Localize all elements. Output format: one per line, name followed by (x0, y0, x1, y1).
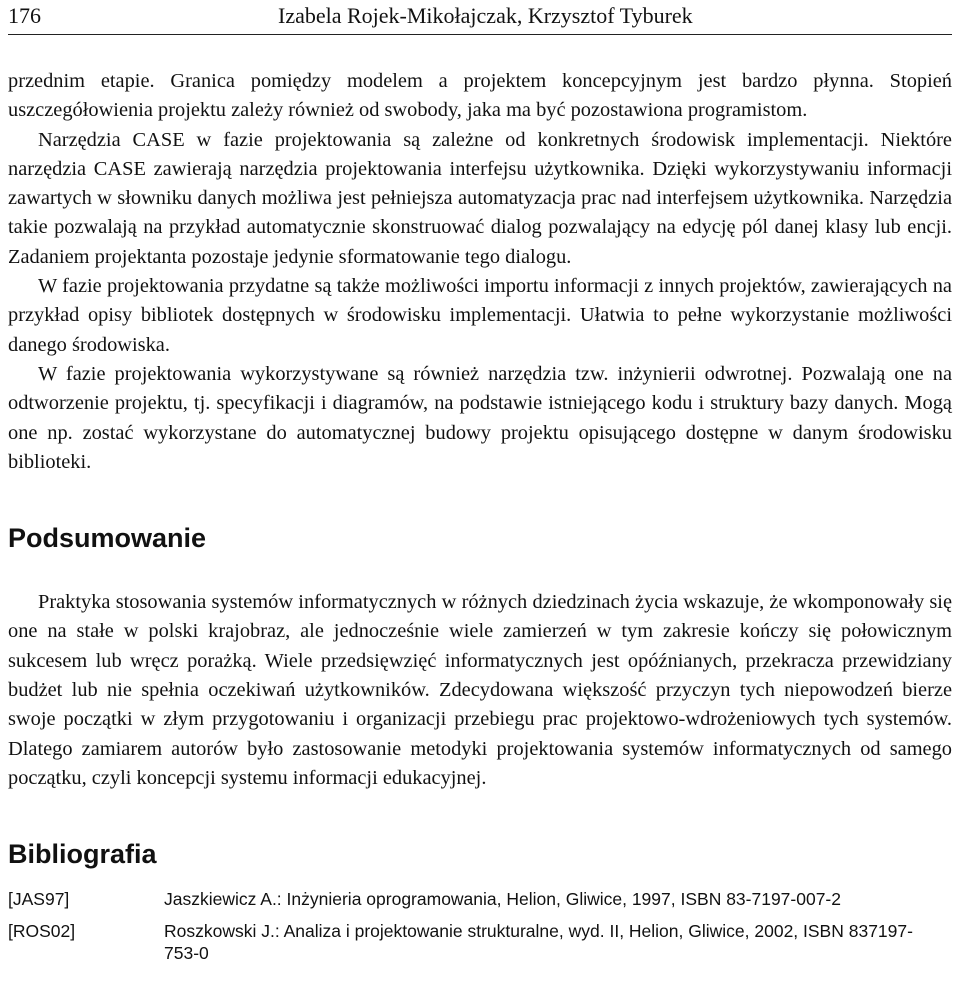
bibliography-list (8, 888, 952, 964)
page-number: 176 (8, 3, 41, 28)
paragraph: W fazie projektowania wykorzystywane są również narzędzia tzw. inżynierii odwrotnej. Pozwalają one na odtworzenie projektu, tj. specyfikacji i diagramów, na podstawie istniejącego kodu i struktury bazy danych. Mogą one np. zostać wykorzystane do automatycznej budowy projektu opisującego dostępne w danym środowisku biblioteki. (8, 362, 952, 473)
paragraph: Praktyka stosowania systemów informatycznych w różnych dziedzinach życia wskazuje, że wkomponowały się one na stałe w polski krajobraz, ale jednocześnie wiele zamierzeń w tym zakresie kończy się połowicznym sukcesem lub wręcz porażką. Wiele przedsięwzięć informatycznych jest opóźnianych, przekracza przewidziany budżet lub nie spełnia oczekiwań użytkowników. Zdecydowana większość przyczyn tych niepowodzeń bierze swoje początki w złym przygotowaniu i organizacji przebiegu prac projektowo-wdrożeniowych tych systemów. Dlatego zamiarem autorów było zastosowanie metodyki projektowania systemów informatycznych od samego początku, czyli koncepcji systemu informacji edukacyjnej. (8, 591, 952, 789)
page-header (8, 0, 952, 35)
paragraph: przednim etapie. Granica pomiędzy modelem a projektem koncepcyjnym jest bardzo płynna. Stopień uszczegółowienia projektu zależy również od swobody, jaka ma być pozostawiona programistom. (8, 70, 952, 122)
bibliography-text: Roszkowski J.: Analiza i projektowanie strukturalne, wyd. II, Helion, Gliwice, 2002, ISBN 837197-753-0 (164, 921, 913, 964)
summary-heading: Podsumowanie (8, 523, 207, 554)
paragraph: W fazie projektowania przydatne są także możliwości importu informacji z innych projektów, zawierających na przykład opisy bibliotek dostępnych w środowisku implementacji. Ułatwia to pełne wykorzystanie możliwości danego środowiska. (8, 275, 952, 356)
running-title: Izabela Rojek-Mikołajczak, Krzysztof Tyburek (278, 3, 693, 28)
bibliography-entry (8, 888, 952, 910)
bibliography-heading: Bibliografia (8, 839, 157, 870)
bibliography-key: [JAS97] (8, 889, 70, 910)
bibliography-key: [ROS02] (8, 921, 76, 942)
paragraph: Narzędzia CASE w fazie projektowania są zależne od konkretnych środowisk implementacji. Niektóre narzędzia CASE zawierają narzędzia projektowania interfejsu użytkownika. Dzięki wykorzystywaniu informacji zawartych w słowniku danych możliwa jest pełniejsza automatyzacja prac nad interfejsem użytkownika. Narzędzia takie pozwalają na przykład automatycznie skonstruować dialog pozwalający na edycję pól danej klasy lub encji. Zadaniem projektanta pozostaje jedynie sformatowanie tego dialogu. (8, 128, 952, 268)
summary-body (8, 588, 952, 793)
bibliography-text: Jaszkiewicz A.: Inżynieria oprogramowania, Helion, Gliwice, 1997, ISBN 83-7197-007-2 (164, 889, 841, 910)
bibliography-entry (8, 920, 952, 964)
document-page (8, 0, 952, 974)
main-body (8, 67, 952, 477)
